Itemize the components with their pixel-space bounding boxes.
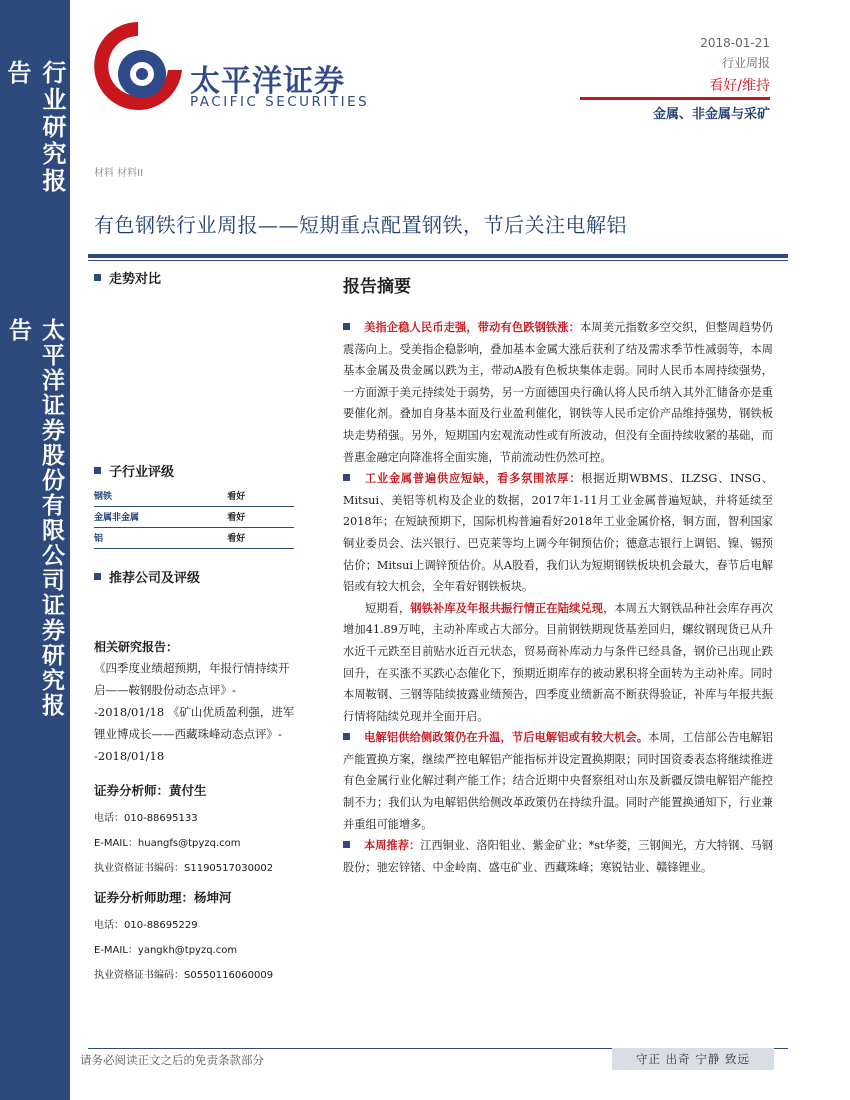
- table-row: [94, 507, 294, 528]
- summary-paragraph-3: [343, 598, 773, 728]
- sidebar-company: 太平洋证券股份有限公司证券研究报告: [5, 318, 64, 718]
- related-reports-text: 《四季度业绩超预期，年报行情持续开启——鞍钢股份动态点评》--2018/01/18 《矿山优质盈利强，进军锂业博成长——西藏珠峰动态点评》--2018/01/18: [94, 661, 295, 763]
- table-row: [94, 486, 294, 507]
- analyst-block-1: [94, 781, 299, 874]
- paragraph-prefix: 短期看，: [365, 601, 411, 615]
- report-date: 2018-01-21: [700, 36, 770, 50]
- sub-rating-heading: [94, 461, 299, 480]
- summary-column: [343, 272, 773, 878]
- report-title: 有色钢铁行业周报——短期重点配置钢铁，节后关注电解铝: [94, 213, 627, 237]
- assistant-phone: 电话：010-88695229: [94, 920, 198, 931]
- summary-paragraph-5: [343, 835, 773, 878]
- bullet-square-icon: [343, 841, 350, 848]
- paragraph-lead: 本周推荐：: [364, 839, 421, 853]
- assistant-title: 证券分析师助理：杨坤河: [94, 890, 232, 905]
- recommend-heading: [94, 567, 299, 586]
- recommend-heading-label: 推荐公司及评级: [109, 571, 201, 586]
- sub-industry-name: 铝: [94, 528, 217, 549]
- sub-industry-rating: 看好: [217, 486, 294, 507]
- paragraph-lead: 美指企稳人民币走强，带动有色跌钢铁涨：: [364, 321, 581, 334]
- bullet-square-icon: [94, 274, 101, 281]
- table-row: [94, 528, 294, 549]
- paragraph-text: 本周美元指数多空交织，但整周趋势仍震荡向上。受美指企稳影响，叠加基本金属大涨后获利了结及需求季节性减弱等，本周基本金属及贵金属以跌为主，带动A股有色板块集体走弱。同时人民币本周持续强势，一方面源于美元持续处于弱势，另一方面德国央行确认将人民币纳入其外汇储备亦是重要催化剂。叠加自身基本面及行业盈利催化，钢铁等人民币定价产品维持强势，钢铁板块走势稍强。另外，短期国内宏观流动性或有所波动，但没有全面持续收紧的基础，而普惠金融定向降准将全面实施，节前流动性仍然可控。: [343, 321, 773, 464]
- sub-industry-name: 金属非金属: [94, 507, 217, 528]
- summary-heading: 报告摘要: [343, 277, 411, 297]
- trend-chart-area: [94, 287, 299, 461]
- report-sector: 金属、非金属与采矿: [652, 107, 770, 122]
- brand-logo: [90, 18, 380, 118]
- paragraph-lead: 工业金属普遍供应短缺，看多氛围浓厚：: [364, 472, 582, 486]
- bullet-square-icon: [94, 573, 101, 580]
- paragraph-highlight: 钢铁补库及年报共振行情正在陆续兑现: [410, 601, 604, 615]
- sidebar-category-block: [0, 60, 70, 220]
- sub-industry-rating: 看好: [217, 507, 294, 528]
- summary-paragraph-2: [343, 468, 773, 598]
- sidebar-company-block: [0, 318, 70, 738]
- sub-industry-name: 钢铁: [94, 486, 217, 507]
- assistant-cert: 执业资格证书编码：S0550116060009: [94, 970, 274, 981]
- brand-name-cn: 太平洋证券: [190, 64, 345, 99]
- left-column: [94, 268, 299, 981]
- bullet-square-icon: [343, 323, 350, 330]
- sub-rating-heading-label: 子行业评级: [109, 465, 175, 480]
- bullet-square-icon: [343, 474, 350, 481]
- pacific-logo-icon: [90, 18, 186, 118]
- footer-motto: 守正 出奇 宁静 致远: [612, 1048, 774, 1070]
- trend-heading: [94, 268, 299, 287]
- analyst-title: 证券分析师：黄付生: [94, 783, 207, 798]
- sidebar-category: 行业研究报告: [3, 60, 66, 195]
- assistant-email[interactable]: E-MAIL：yangkh@tpyzq.com: [94, 945, 238, 956]
- sub-rating-table: [94, 486, 294, 549]
- footer-disclaimer: 请务必阅读正文之后的免责条款部分: [80, 1053, 264, 1067]
- related-reports: [94, 638, 299, 767]
- sub-industry-rating: 看好: [217, 528, 294, 549]
- meta-divider: [580, 97, 770, 100]
- brand-name-en: PACIFIC SECURITIES: [190, 94, 370, 110]
- analyst-block-2: [94, 888, 299, 981]
- paragraph-text: ，本周五大钢铁品种社会库存再次增加41.89万吨，主动补库或占大部分。目前钢铁期现货基差回归，螺纹钢现货已从升水近千元跌至目前贴水近百元状态，贸易商补库动力与条件已经具备，钢价已出现止跌回升，在买涨不买跌心态催化下，预期近期库存的被动累积将全面转为主动补库。同时本周鞍钢、三钢等陆续披露业绩预告，四季度业绩新高不断获得验证，补库与年报共振行情将陆续兑现并全面开启。: [343, 601, 773, 723]
- analyst-cert: 执业资格证书编码：S1190517030002: [94, 863, 274, 874]
- summary-paragraph-4: [343, 727, 773, 835]
- paragraph-text: 江西铜业、洛阳钼业、紫金矿业；*st华菱，三钢闽光，方大特钢、马钢股份；驰宏锌锗、中金岭南、盛屯矿业、西藏珠峰；寒锐钴业、赣锋锂业。: [343, 839, 773, 874]
- paragraph-lead: 电解铝供给侧政策仍在升温，节后电解铝或有较大机会。: [364, 731, 649, 745]
- report-type: 行业周报: [721, 56, 770, 70]
- title-rule-thin: [88, 260, 788, 261]
- analyst-phone: 电话：010-88695133: [94, 813, 198, 824]
- report-meta: [700, 36, 770, 95]
- paragraph-text: 本周，工信部公告电解铝产能置换方案，继续严控电解铝产能指标并设定置换期限；同时国资委表态将继续推进有色金属行业化解过剩产能工作；结合近期中央督察组对山东及新疆反馈电解铝产能控制不力；我们认为电解铝供给侧改革政策仍在持续升温。同时产能置换通知下，行业兼并重组可能增多。: [343, 731, 773, 831]
- bullet-square-icon: [94, 467, 101, 474]
- bullet-square-icon: [343, 733, 350, 740]
- report-rating: 看好/维持: [709, 78, 770, 94]
- analyst-email[interactable]: E-MAIL：huangfs@tpyzq.com: [94, 838, 241, 849]
- paragraph-text: 根据近期WBMS、ILZSG、INSG、Mitsui、美铝等机构及企业的数据，2017年1-11月工业金属普遍短缺，并将延续至2018年；在短缺预期下，国际机构普遍看好2018年工业金属价格，铜方面，智利国家铜业委员会、法兴银行、巴克莱等均上调今年铜预估价；德意志银行上调铝、镍、锡预估价；Mitsui上调锌预估价。从A股看，我们认为短期钢铁板块机会最大，春节后电解铝或有较大机会，全年看好钢铁板块。: [343, 472, 773, 594]
- trend-heading-label: 走势对比: [109, 272, 162, 287]
- summary-paragraph-1: [343, 317, 773, 468]
- related-reports-heading: 相关研究报告：: [94, 640, 179, 654]
- sidebar: [0, 0, 70, 1100]
- breadcrumb: 材料 材料II: [94, 168, 144, 179]
- title-rule-thick: [88, 254, 788, 258]
